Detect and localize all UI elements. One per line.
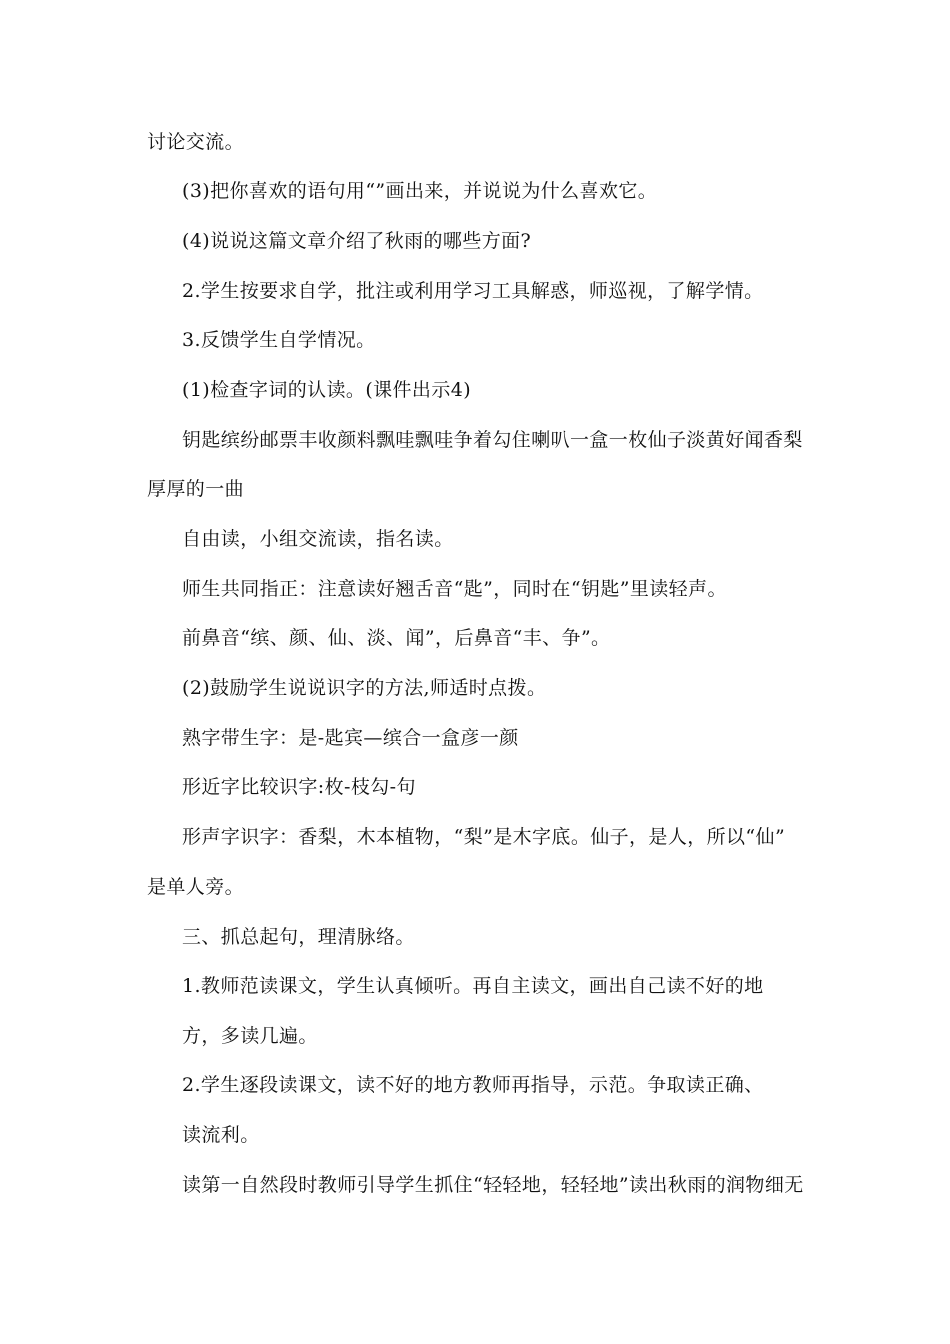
text-line-8: 厚厚的一曲 — [147, 478, 245, 500]
text-line-12: (2)鼓励学生说说识字的方法,师适时点拨。 — [182, 677, 547, 699]
text-line-2: (3)把你喜欢的语句用“”画出来，并说说为什么喜欢它。 — [182, 180, 658, 202]
text-line-14: 形近字比较识字:枚-枝勾-句 — [182, 776, 416, 798]
text-line-20: 2.学生逐段读课文，读不好的地方教师再指导，示范。争取读正确、 — [182, 1074, 764, 1096]
text-line-9: 自由读，小组交流读，指名读。 — [182, 528, 454, 550]
text-line-16: 是单人旁。 — [147, 876, 245, 898]
text-line-21: 读流利。 — [182, 1124, 260, 1146]
text-line-18: 1.教师范读课文，学生认真倾听。再自主读文，画出自己读不好的地 — [182, 975, 764, 997]
text-line-11: 前鼻音“缤、颜、仙、淡、闻”，后鼻音“丰、争”。 — [182, 627, 611, 649]
text-line-13: 熟字带生字：是-匙宾—缤合一盒彦一颜 — [182, 727, 519, 749]
text-line-1: 讨论交流。 — [147, 131, 245, 153]
text-line-6: (1)检查字词的认读。(课件出示4) — [182, 379, 472, 401]
text-line-15: 形声字识字：香梨，木本植物，“梨”是木字底。仙子，是人，所以“仙” — [182, 826, 786, 848]
text-line-4: 2.学生按要求自学，批注或利用学习工具解惑，师巡视，了解学情。 — [182, 280, 764, 302]
text-line-3: (4)说说这篇文章介绍了秋雨的哪些方面? — [182, 230, 532, 252]
text-line-5: 3.反馈学生自学情况。 — [182, 329, 376, 351]
text-line-22: 读第一自然段时教师引导学生抓住“轻轻地，轻轻地”读出秋雨的润物细无 — [182, 1174, 804, 1196]
text-line-17: 三、抓总起句，理清脉络。 — [182, 926, 415, 948]
text-line-19: 方，多读几遍。 — [182, 1025, 318, 1047]
text-line-7: 钥匙缤纷邮票丰收颜料飘哇飘哇争着勾住喇叭一盒一枚仙子淡黄好闻香梨 — [182, 429, 803, 451]
text-line-10: 师生共同指正：注意读好翘舌音“匙”，同时在“钥匙”里读轻声。 — [182, 578, 727, 600]
